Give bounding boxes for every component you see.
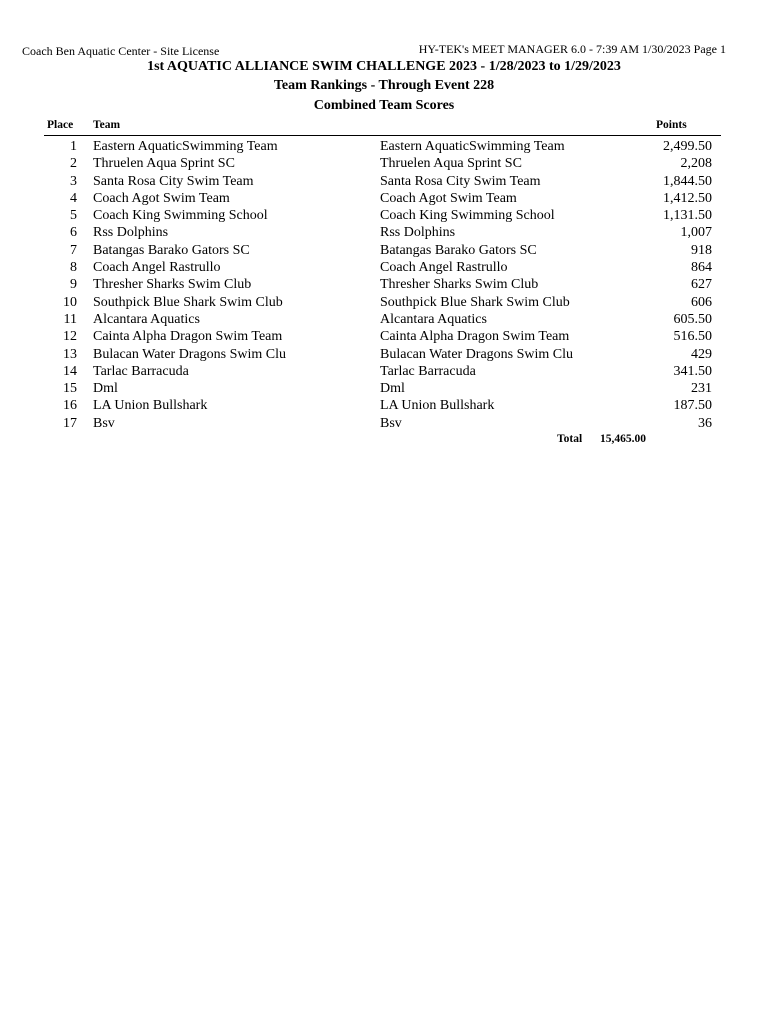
table-row <box>0 207 768 224</box>
team-full-cell: Coach Angel Rastrullo <box>380 260 508 276</box>
place-cell: 14 <box>63 363 77 379</box>
team-cell: Coach Agot Swim Team <box>93 190 230 206</box>
team-full-cell: Tarlac Barracuda <box>380 363 476 379</box>
place-cell: 13 <box>63 346 77 362</box>
points-cell: 627 <box>691 277 712 293</box>
team-full-cell: Eastern AquaticSwimming Team <box>380 139 565 154</box>
header-divider <box>44 135 721 136</box>
team-full-cell: Rss Dolphins <box>380 225 456 241</box>
table-row <box>0 173 768 190</box>
team-cell: Coach King Swimming School <box>93 208 268 224</box>
points-cell: 605.50 <box>673 311 712 327</box>
team-full-cell: Thruelen Aqua Sprint SC <box>380 156 522 172</box>
points-cell: 429 <box>691 346 712 362</box>
team-full-cell: Dml <box>380 381 405 397</box>
table-row <box>0 346 768 363</box>
table-row <box>0 380 768 397</box>
table-row <box>0 328 768 345</box>
points-cell: 1,844.50 <box>663 173 712 189</box>
team-cell: Rss Dolphins <box>93 225 169 241</box>
table-row <box>0 259 768 276</box>
team-cell: LA Union Bullshark <box>93 398 208 414</box>
team-full-cell: Southpick Blue Shark Swim Club <box>380 294 570 310</box>
points-cell: 36 <box>698 415 712 431</box>
team-cell: Eastern AquaticSwimming Team <box>93 139 278 154</box>
team-cell: Dml <box>93 381 118 397</box>
column-header-team: Team <box>93 119 121 131</box>
software-info-text: HY-TEK's MEET MANAGER 6.0 - 7:39 AM 1/30/2023 Page 1 <box>418 42 726 56</box>
points-cell: 864 <box>691 260 712 276</box>
place-cell: 4 <box>70 190 77 206</box>
place-cell: 15 <box>63 381 77 397</box>
points-cell: 1,007 <box>680 225 712 241</box>
place-cell: 9 <box>70 277 77 293</box>
rankings-title: Team Rankings - Through Event 228 <box>273 78 495 93</box>
team-cell: Batangas Barako Gators SC <box>93 242 250 258</box>
team-cell: Santa Rosa City Swim Team <box>93 173 254 189</box>
points-cell: 231 <box>691 381 712 397</box>
team-full-cell: Bsv <box>380 415 402 431</box>
points-cell: 606 <box>691 294 712 310</box>
team-cell: Thresher Sharks Swim Club <box>93 277 252 293</box>
team-full-cell: Coach Agot Swim Team <box>380 190 517 206</box>
table-row <box>0 311 768 328</box>
points-cell: 918 <box>691 242 712 258</box>
team-full-cell: Alcantara Aquatics <box>380 311 487 327</box>
team-cell: Bsv <box>93 415 115 431</box>
place-cell: 16 <box>63 398 77 414</box>
points-cell: 341.50 <box>673 363 712 379</box>
place-cell: 17 <box>63 415 77 431</box>
place-cell: 10 <box>63 294 77 310</box>
points-cell: 516.50 <box>673 329 712 345</box>
team-full-cell: Thresher Sharks Swim Club <box>380 277 539 293</box>
points-cell: 2,208 <box>680 156 712 172</box>
team-full-cell: Coach King Swimming School <box>380 208 555 224</box>
rankings-table <box>0 138 768 432</box>
place-cell: 12 <box>63 329 77 345</box>
team-cell: Alcantara Aquatics <box>93 311 200 327</box>
table-row <box>0 363 768 380</box>
table-row <box>0 242 768 259</box>
team-full-cell: Cainta Alpha Dragon Swim Team <box>380 329 570 345</box>
place-cell: 5 <box>70 208 77 224</box>
points-cell: 1,131.50 <box>663 208 712 224</box>
site-license-text: Coach Ben Aquatic Center - Site License <box>22 44 220 58</box>
column-header-points: Points <box>656 119 687 131</box>
table-row <box>0 415 768 432</box>
total-label: Total <box>557 433 583 445</box>
team-cell: Southpick Blue Shark Swim Club <box>93 294 283 310</box>
team-full-cell: LA Union Bullshark <box>380 398 495 414</box>
column-header-place: Place <box>47 119 74 131</box>
scores-title: Combined Team Scores <box>313 98 455 113</box>
team-cell: Coach Angel Rastrullo <box>93 260 221 276</box>
table-row <box>0 397 768 414</box>
place-cell: 7 <box>70 242 77 258</box>
meet-title: 1st AQUATIC ALLIANCE SWIM CHALLENGE 2023 - 1/28/2023 to 1/29/2023 <box>147 59 621 74</box>
table-row <box>0 276 768 293</box>
table-row <box>0 155 768 172</box>
table-row <box>0 294 768 311</box>
table-row <box>0 224 768 241</box>
total-value: 15,465.00 <box>600 433 646 445</box>
table-row <box>0 138 768 155</box>
team-full-cell: Santa Rosa City Swim Team <box>380 173 541 189</box>
team-cell: Tarlac Barracuda <box>93 363 189 379</box>
place-cell: 8 <box>70 260 77 276</box>
place-cell: 11 <box>63 311 77 327</box>
points-cell: 187.50 <box>673 398 712 414</box>
team-full-cell: Bulacan Water Dragons Swim Clu <box>380 346 574 362</box>
place-cell: 6 <box>70 225 77 241</box>
points-cell: 2,499.50 <box>663 139 712 154</box>
place-cell: 3 <box>70 173 77 189</box>
points-cell: 1,412.50 <box>663 190 712 206</box>
team-cell: Bulacan Water Dragons Swim Clu <box>93 346 287 362</box>
place-cell: 1 <box>70 139 77 154</box>
team-cell: Cainta Alpha Dragon Swim Team <box>93 329 283 345</box>
team-full-cell: Batangas Barako Gators SC <box>380 242 537 258</box>
place-cell: 2 <box>70 156 77 172</box>
table-row <box>0 190 768 207</box>
team-cell: Thruelen Aqua Sprint SC <box>93 156 235 172</box>
